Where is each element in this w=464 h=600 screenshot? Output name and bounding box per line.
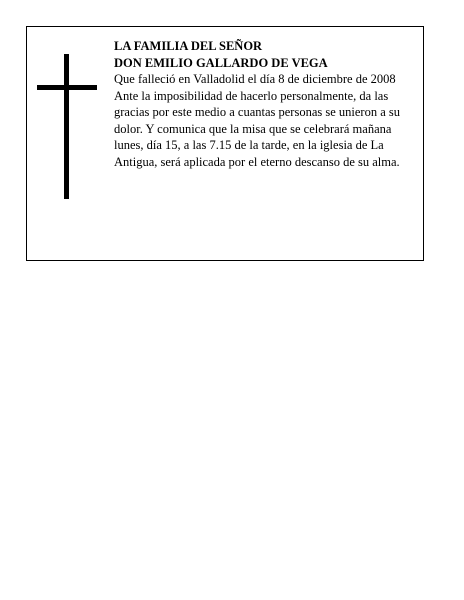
heading-deceased-name: DON EMILIO GALLARDO DE VEGA <box>114 55 328 70</box>
notice-body: Ante la imposibilidad de hacerlo personalmente, da las gracias por este medio a cuantas personas se unieron a su dolor. Y comunica que la misa que se celebrará mañana lunes, día 15, a las 7.15 de la tarde, en la iglesia de La Antigua, será aplicada por el eterno descanso de su alma. <box>114 88 401 169</box>
cross-icon <box>37 54 97 199</box>
cross-horizontal-bar <box>37 85 97 90</box>
heading-family: LA FAMILIA DEL SEÑOR <box>114 39 263 53</box>
notice-text <box>114 38 416 170</box>
death-info: Que falleció en Valladolid el día 8 de diciembre de 2008 <box>114 72 396 86</box>
obituary-notice <box>26 26 424 261</box>
cross-vertical-bar <box>64 54 69 199</box>
